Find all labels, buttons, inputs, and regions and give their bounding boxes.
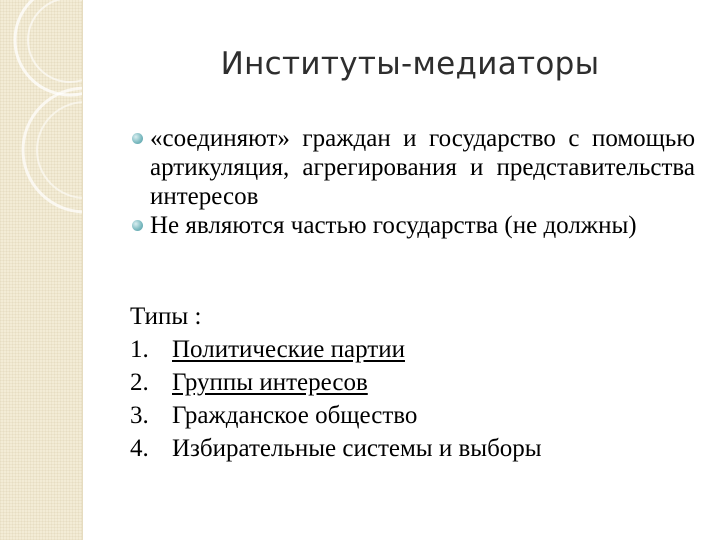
bullet-text: «соединяют» граждан и государство с помощью артикуляция, агрегирования и представительства интересов [150, 125, 695, 210]
types-list-item [130, 366, 690, 399]
bullet-dot-icon [132, 133, 143, 144]
item-label-political-parties: Политические партии [172, 336, 405, 363]
bullet-text: Не являются частью государства (не должны) [150, 212, 637, 239]
types-heading: Типы [130, 303, 189, 330]
bullet-item [130, 124, 695, 211]
decorative-arcs [0, 0, 82, 540]
item-label-interest-groups: Группы интересов [172, 369, 368, 396]
item-number: 1. [130, 336, 149, 363]
item-label-electoral-systems: Избирательные системы и выборы [172, 435, 542, 462]
bullet-item [130, 211, 695, 240]
types-list [130, 333, 690, 465]
bullet-dot-icon [132, 220, 143, 231]
item-number: 4. [130, 435, 149, 462]
types-section [130, 300, 690, 465]
decorative-side-strip [0, 0, 83, 540]
types-list-item [130, 399, 690, 432]
types-heading-line [130, 300, 690, 333]
item-number: 2. [130, 369, 149, 396]
item-number: 3. [130, 402, 149, 429]
types-colon: : [188, 303, 202, 330]
bullet-list [130, 124, 695, 240]
item-label-civil-society: Гражданское общество [172, 402, 418, 429]
types-list-item [130, 333, 690, 366]
slide-title: Институты-медиаторы [220, 46, 600, 82]
types-list-item [130, 432, 690, 465]
